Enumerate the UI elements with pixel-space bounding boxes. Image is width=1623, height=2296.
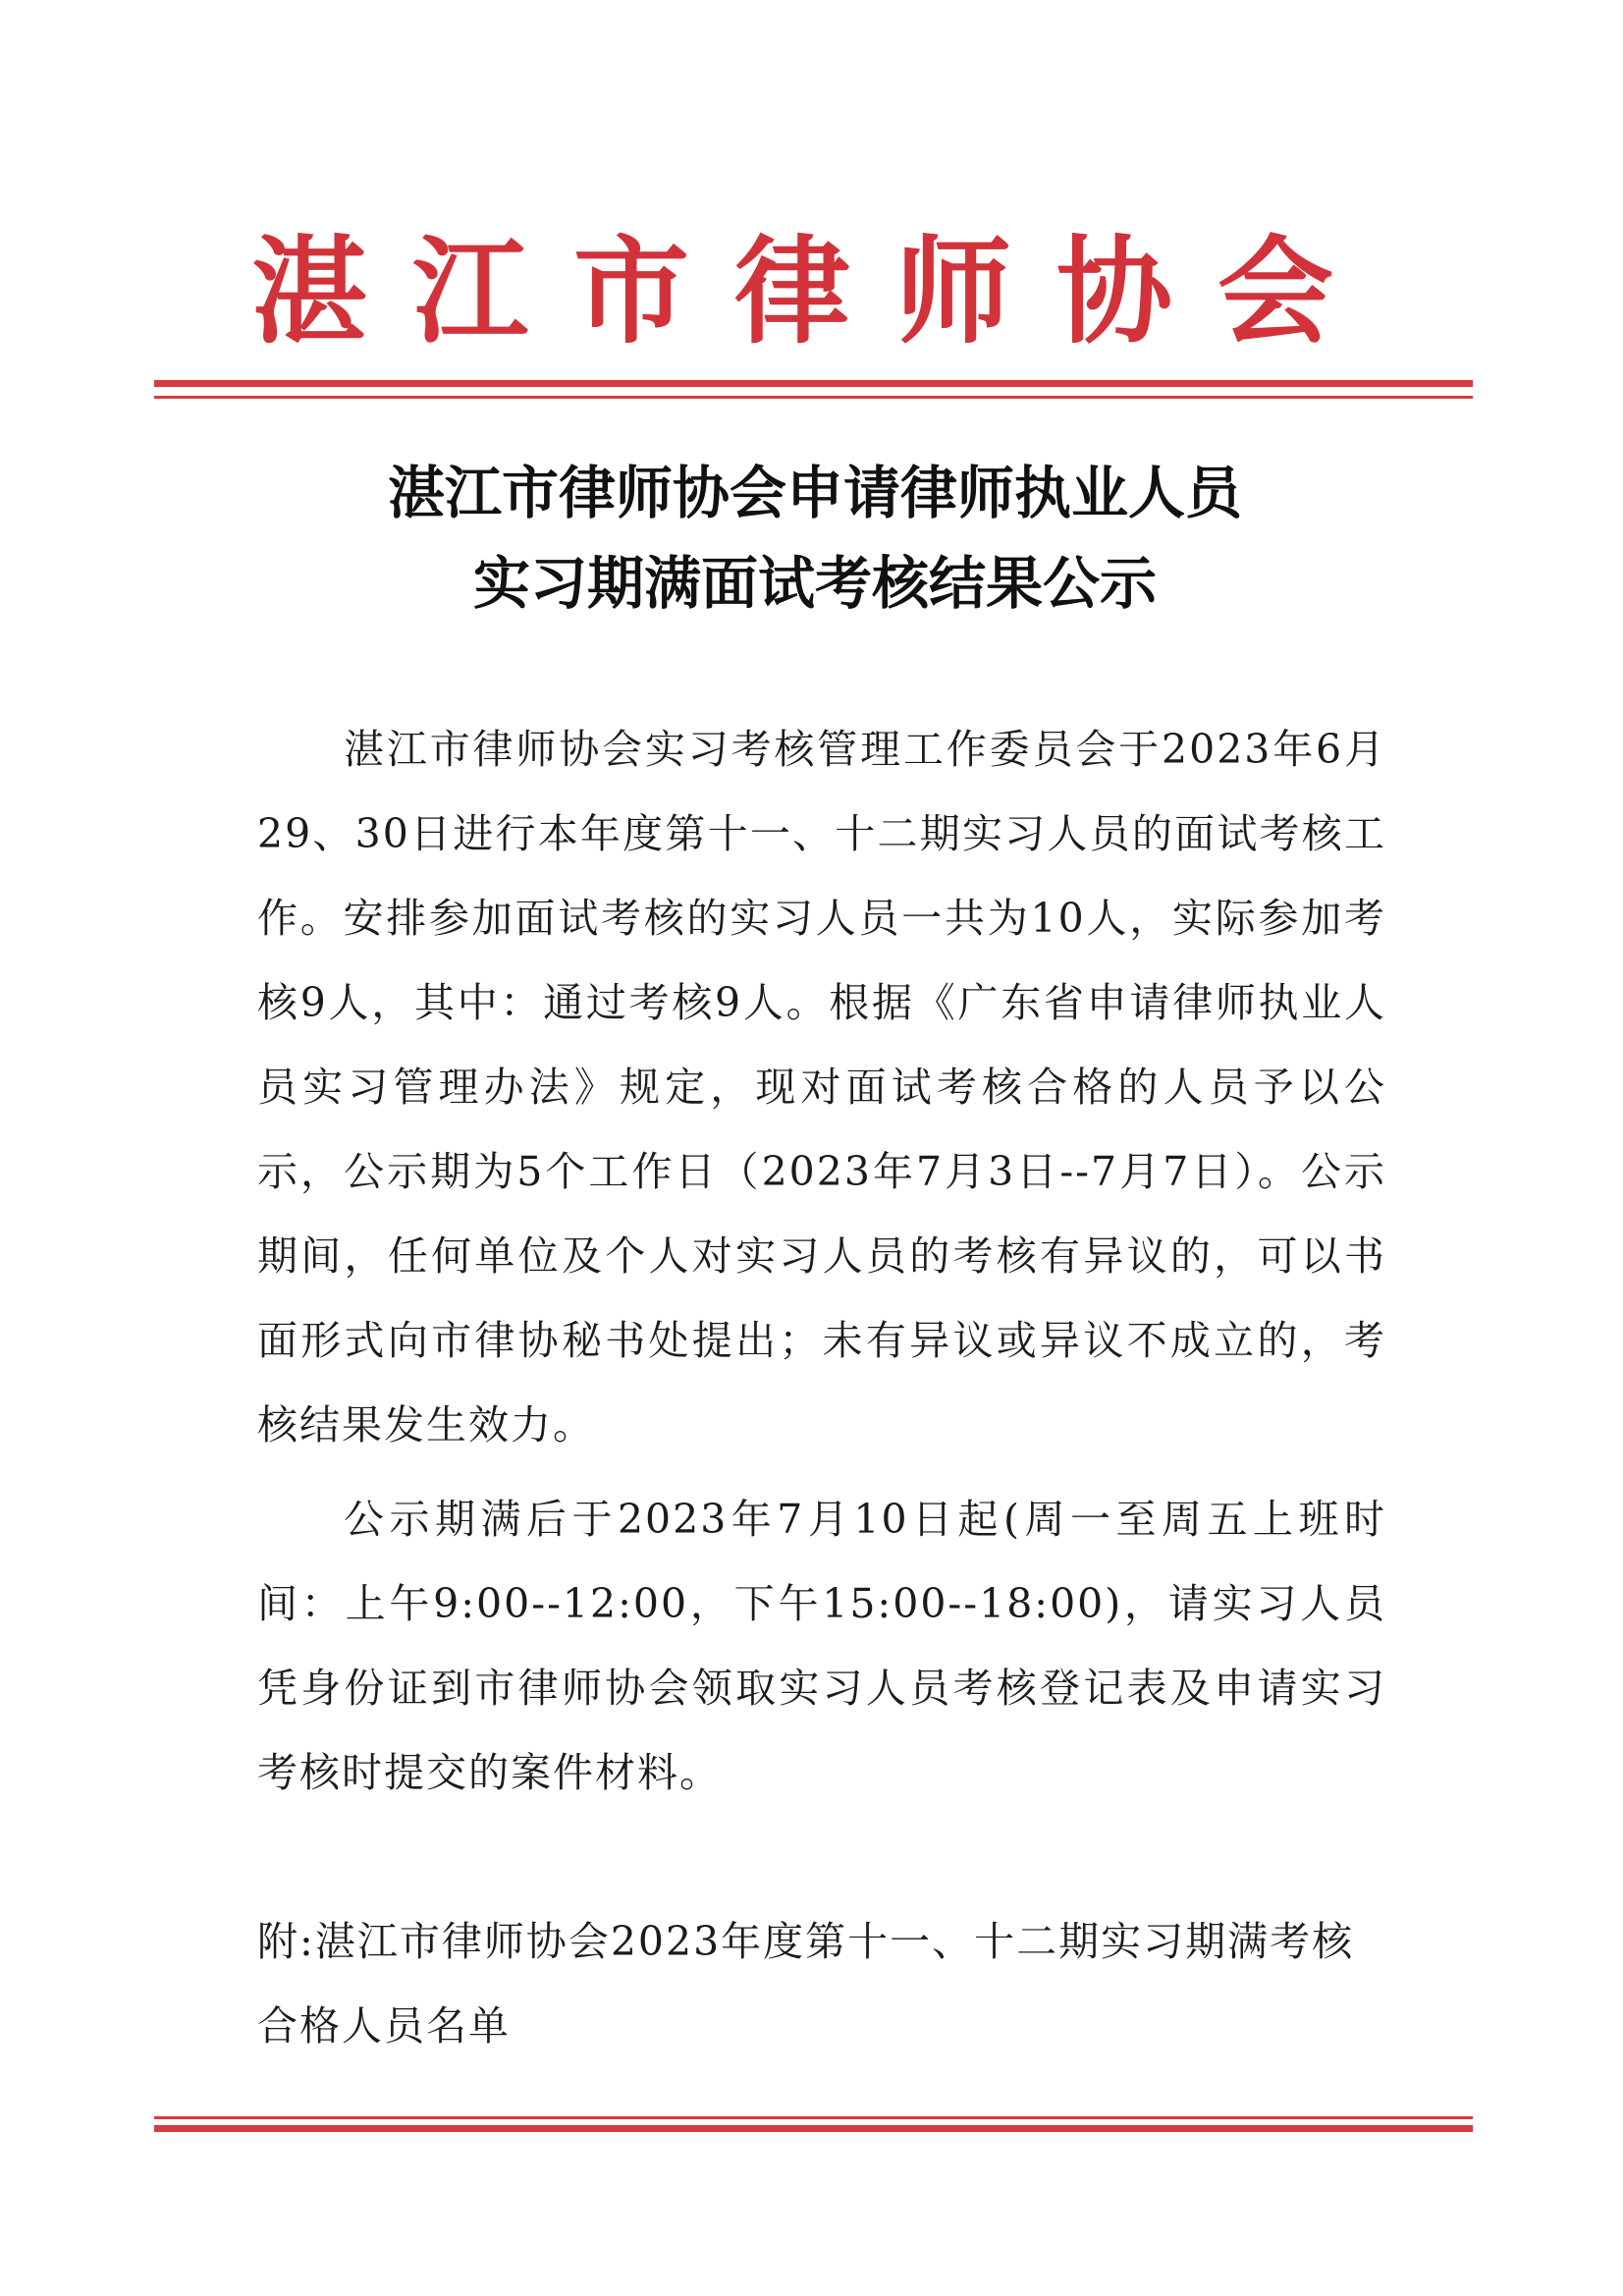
- body-paragraph-2: 公示期满后于2023年7月10日起(周一至周五上班时间：上午9:00--12:00，下午15:00--18:00)，请实习人员凭身份证到市律师协会领取实习人员考核登记表及申请实习考核时提交的案件材料。: [257, 1496, 1386, 1796]
- attachment-note: 附:湛江市律师协会2023年度第十一、十二期实习期满考核合格人员名单: [257, 1918, 1355, 2050]
- document-title-line-2: 实习期满面试考核结果公示: [472, 550, 1157, 617]
- footer-divider-thick: [154, 2125, 1473, 2132]
- letterhead-org-name: 湛江市律师协会: [250, 224, 1379, 359]
- body-paragraph-1: 湛江市律师协会实习考核管理工作委员会于2023年6月29、30日进行本年度第十一、十二期实习人员的面试考核工作。安排参加面试考核的实习人员一共为10人，实际参加考核9人，其中：通过考核9人。根据《广东省申请律师执业人员实习管理办法》规定，现对面试考核合格的人员予以公示，公示期为5个工作日（2023年7月3日--7月7日）。公示期间，任何单位及个人对实习人员的考核有异议的，可以书面形式向市律协秘书处提出；未有异议或异议不成立的，考核结果发生效力。: [257, 726, 1386, 1449]
- letterhead-divider-thick: [154, 380, 1473, 387]
- footer-divider-thin: [154, 2116, 1473, 2119]
- document-title-line-1: 湛江市律师协会申请律师执业人员: [387, 460, 1242, 526]
- letterhead-divider-thin: [154, 396, 1473, 399]
